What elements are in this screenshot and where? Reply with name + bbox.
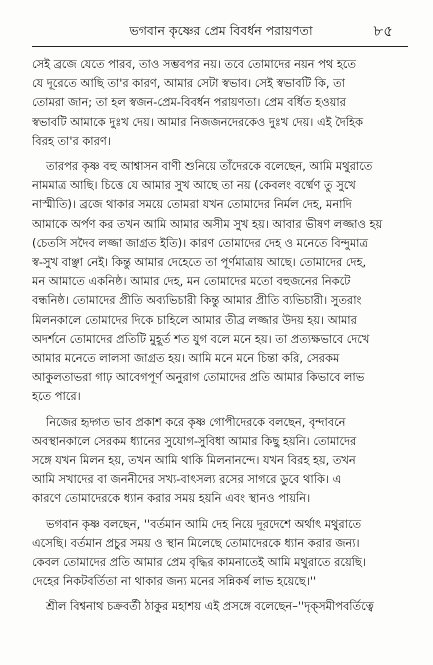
paragraph	[32, 597, 408, 616]
text-line: নামমাত্র আছি। চিত্তে যে আমার সুখ আছে তা নয় (কেবলং বর্ষ্মেণ তু সুখে	[32, 178, 356, 193]
text-line: স্বভাবটি আমাকে দুঃখ দেয়। আমার নিজজনদেরকেও দুঃখ দেয়। এই দৈহিক	[32, 114, 363, 129]
page-header	[0, 20, 433, 42]
text-line: কেবল তোমাদের প্রতি আমার প্রেম বৃদ্ধির কামনাতেই আমি মথুরাতে রয়েছি।	[32, 555, 366, 570]
text-line: মিলনকালে তোমাদের দিকে চাহিলে আমার তীব্র লজ্জার উদয় হয়। আমার	[32, 312, 357, 327]
paragraph	[32, 55, 408, 151]
text-line: দেহের নিকটবর্তিতা না থাকার জন্য মনের সন্নিকর্ষ লাভ হয়েছে।''	[32, 574, 317, 589]
text-line: আমি সখাদের বা জননীদের সখ্য-বাৎসল্য রসের সাগরে ডুবে থাকি। এ	[32, 472, 342, 487]
text-line: (চেতসি সদৈব লজ্জা জাগ্রত ইতি)। কারণ তোমাদের দেহ ও মনেতে বিন্দুমাত্র	[32, 235, 368, 250]
text-line: সঙ্গে যখন মিলন হয়, তখন আমি থাকি মিলনানন্দে। যখন বিরহ হয়, তখন	[32, 453, 356, 468]
text-line: শ্রীল বিশ্বনাথ চক্রবর্তী ঠাকুর মহাশয় এই প্রসঙ্গে বলেছেন–''দৃক্‌সমীপবর্তিত্বে	[46, 599, 374, 614]
running-head: ভগবান কৃষ্ণের প্রেম বিবর্ধন পরায়ণতা	[129, 23, 313, 38]
text-line: তোমরা জান; তা হল স্বজন-প্রেম-বিবর্ধন পরায়ণতা। প্রেম বর্ধিত হওয়ার	[32, 95, 346, 110]
text-line: যে দূরেতে আছি তা'র কারণ, আমার সেটা স্বভাব। সেই স্বভাবটি কি, তা	[32, 76, 345, 91]
page-number: ৮৫	[373, 22, 393, 40]
text-line: অবস্থানকালে সেরকম ধ্যানের সুযোগ-সুবিধা আমার কিছু হয়নি। তোমাদের	[32, 433, 357, 448]
text-line: কারণে তোমাদেরকে ধ্যান করার সময় হয়নি এবং স্থানও পায়নি।	[32, 491, 311, 506]
text-line: মন আমাতে একনিষ্ঠ। আমার দেহ, মন তোমাদের মতো বহুজনের নিকটে	[32, 274, 351, 289]
text-line: তারপর কৃষ্ণ বহু আশ্বাসন বাণী শুনিয়ে তাঁদেরকে বলেছেন, আমি মথুরাতে	[46, 159, 373, 174]
text-line: আকুলতাভরা গাঢ় আবেগপূর্ণ অনুরাগ তোমাদের প্রতি আমার কিভাবে লাভ	[32, 370, 365, 385]
text-line: নাস্মীতি)। ব্রজে থাকার সময়ে তোমরা যখন তোমাদের নির্মল দেহ, মনাদি	[32, 197, 352, 212]
text-line: সেই ব্রজে যেতে পারব, তাও সম্ভবপর নয়। তবে তোমাদের নয়ন পথ হতে	[32, 57, 356, 71]
body-text	[32, 55, 408, 623]
text-line: স্ব-সুখ বাঞ্ছা নেই। কিন্তু আমার দেহেতে তা পূর্ণমাত্রায় আছে। তোমাদের দেহ,	[32, 255, 367, 270]
text-line: আমার মনেতে লালসা জাগ্রত হয়। আমি মনে মনে চিন্তা করি, সেরকম	[32, 351, 340, 366]
text-line: ভগবান কৃষ্ণ বলছেন, ''বর্তমান আমি দেহ নিয়ে দূরদেশে অর্থাৎ মথুরাতে	[46, 516, 362, 531]
text-line: নিজের হৃদ্গত ভাব প্রকাশ করে কৃষ্ণ গোপীদেরকে বলছেন, বৃন্দাবনে	[46, 414, 346, 429]
paragraph	[32, 515, 408, 592]
paragraph	[32, 413, 408, 509]
header-rule	[32, 46, 408, 47]
text-line: হতে পারে।	[32, 389, 81, 404]
text-line: অদর্শনে তোমাদের প্রতিটি মুহূর্ত শত যুগ বলে মনে হয়। তা প্রত্যক্ষভাবে দেখে	[32, 331, 370, 346]
text-line: বন্ধনিষ্ঠ। তোমাদের প্রীতি অব্যভিচারী কিন্তু আমার প্রীতি ব্যভিচারী। সুতরাং	[32, 293, 362, 308]
text-line: এসেছি। বর্তমান প্রচুর সময় ও স্থান মিলেছে তোমাদেরকে ধ্যান করার জন্য।	[32, 535, 360, 550]
paragraph	[32, 157, 408, 407]
text-line: বিরহ তা'র কারণ।	[32, 133, 111, 148]
text-line: আমাকে অর্পণ কর তখন আমি আমার অসীম সুখ হয়। আবার ভীষণ লজ্জাও হয়	[32, 216, 383, 231]
